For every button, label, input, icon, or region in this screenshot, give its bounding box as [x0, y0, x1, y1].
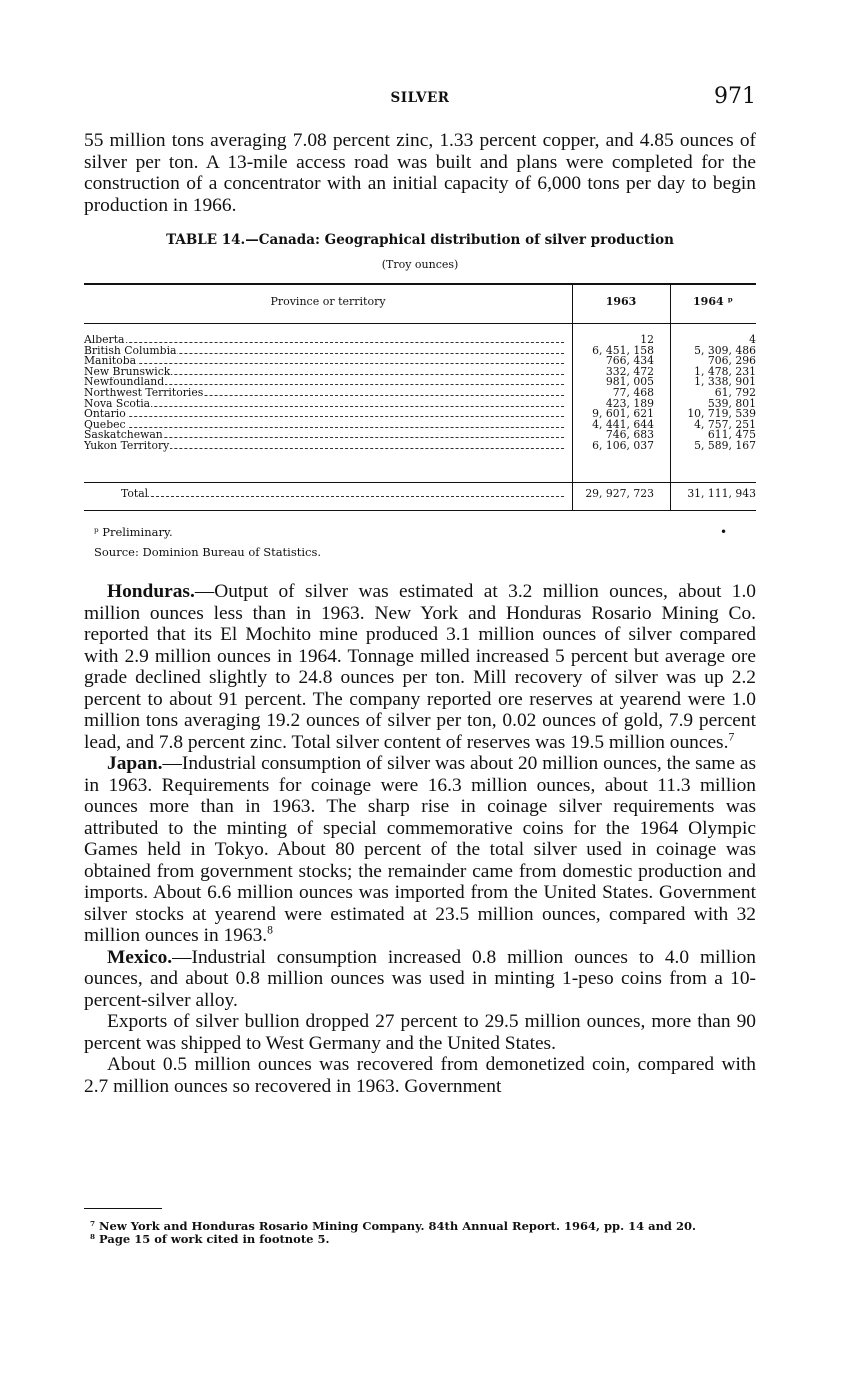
row-value-1963: 4, 441, 644 [592, 417, 654, 431]
table-rule-header [84, 323, 756, 324]
row-value-1963: 746, 683 [605, 428, 654, 442]
heading-japan: Japan. [107, 753, 163, 774]
row-value-1963: 423, 189 [605, 396, 654, 410]
total-value-1964: 31, 111, 943 [687, 487, 756, 500]
table-rule-total [84, 482, 756, 483]
table-row [84, 385, 756, 399]
table-row [84, 356, 756, 367]
table-row [84, 377, 756, 388]
silver-production-table [84, 283, 756, 511]
footnote-ref-8: 8 [267, 923, 273, 937]
row-value-1964: 706, 296 [707, 354, 756, 368]
running-head [84, 84, 756, 112]
intro-paragraph: 55 million tons averaging 7.08 percent zinc, 1.33 percent copper, and 4.85 ounces of silver per ton. A 13-mile access road was built and plans were completed for the construction of a concentrator with an initial capacity of 6,000 tons per day to begin production in 1966. [84, 130, 756, 216]
row-province: New Brunswick [84, 366, 171, 378]
paragraph-recovered: About 0.5 million ounces was recovered from demonetized coin, compared with 2.7 million ounces so recovered in 1963. Government [84, 1054, 756, 1097]
page-number: 971 [714, 84, 756, 109]
table-row [84, 430, 756, 441]
row-value-1963: 9, 601, 621 [592, 407, 654, 421]
table-rule-bottom [84, 510, 756, 511]
row-value-1964: 1, 478, 231 [694, 364, 756, 378]
body-text [84, 581, 756, 1097]
table-rule-top [84, 283, 756, 285]
footnote-8: ⁸ Page 15 of work cited in footnote 5. [90, 1232, 330, 1246]
stray-mark: • [720, 525, 728, 539]
row-province: Saskatchewan [84, 430, 163, 441]
table-row [84, 335, 756, 346]
row-value-1963: 766, 434 [605, 354, 654, 368]
table-note-preliminary: ᵖ Preliminary. [94, 525, 173, 539]
table-row [84, 409, 756, 420]
total-value-1963: 29, 927, 723 [585, 487, 654, 500]
row-province: Newfoundland [84, 377, 165, 388]
row-value-1964: 4 [749, 333, 756, 346]
row-value-1964: 5, 309, 486 [694, 343, 756, 357]
row-province: Manitoba [84, 356, 137, 367]
row-value-1964: 5, 589, 167 [694, 438, 756, 452]
row-value-1963: 12 [640, 333, 654, 346]
column-header-1964: 1964 ᵖ [693, 295, 733, 308]
heading-honduras: Honduras. [107, 581, 195, 602]
column-header-province: Province or territory [270, 295, 386, 308]
table-body [84, 335, 756, 452]
table-row [84, 438, 756, 452]
row-value-1964: 4, 757, 251 [694, 417, 756, 431]
table-note-source: Source: Dominion Bureau of Statistics. [94, 545, 322, 559]
table-row [84, 417, 756, 431]
table-row [84, 396, 756, 410]
row-value-1964: 61, 792 [714, 385, 756, 399]
table-total-row [84, 488, 756, 500]
footnotes [90, 1220, 750, 1246]
running-head-title: SILVER [390, 90, 450, 106]
row-province: Nova Scotia [84, 398, 151, 410]
row-value-1963: 6, 106, 037 [592, 438, 654, 452]
footnote-ref-7: 7 [728, 730, 735, 744]
footnote-rule [84, 1208, 162, 1209]
row-province: Northwest Territories [84, 387, 204, 399]
table-caption: TABLE 14.—Canada: Geographical distribution of silver production [166, 232, 674, 248]
total-label: Total [121, 488, 149, 500]
text-japan: —Industrial consumption of silver was about 20 million ounces, the same as in 1963. Requirements for coinage were 16.3 million ounces, about 11.3 million ounces more than in 1963. The sharp rise in coinage silver requirements was attributed to the minting of special commemorative coins for the 1964 Olympic Games held in Tokyo. About 80 percent of the total silver used in coinage was obtained from government stocks; the remainder came from domestic production and imports. About 6.6 million ounces was imported from the United States. Government silver stocks at yearend were estimated at 23.5 million ounces, compared with 32 million ounces in 1963. [84, 753, 756, 946]
row-value-1963: 77, 468 [612, 385, 654, 399]
heading-mexico: Mexico. [107, 946, 173, 968]
text-honduras: —Output of silver was estimated at 3.2 million ounces, about 1.0 million ounces less than in 1963. New York and Honduras Rosario Mining Co. reported that its El Mochito mine produced 3.1 million ounces of silver compared with 2.9 million ounces in 1964. Tonnage milled increased 5 percent but average ore grade declined slightly to 24.8 ounces per ton. Mill recovery of silver was up 2.2 percent to about 91 percent. The company reported ore reserves at yearend were 1.0 million tons averaging 19.2 ounces of silver per ton, 0.02 ounces of gold, 7.9 percent lead, and 7.8 percent zinc. Total silver content of reserves was 19.5 million ounces. [84, 581, 756, 753]
paragraph-mexico [84, 947, 756, 1012]
row-province: Quebec [84, 419, 126, 431]
row-value-1963: 981, 005 [605, 375, 654, 389]
row-province: Ontario [84, 409, 126, 420]
column-header-1963: 1963 [605, 295, 637, 308]
row-province: Yukon Territory [84, 440, 170, 452]
row-value-1964: 611, 475 [707, 428, 756, 442]
row-value-1964: 1, 338, 901 [694, 375, 756, 389]
paragraph-japan [84, 753, 756, 947]
paragraph-exports: Exports of silver bullion dropped 27 percent to 29.5 million ounces, more than 90 percent was shipped to West Germany and the United States. [84, 1011, 756, 1054]
footnote-7: ⁷ New York and Honduras Rosario Mining Company. 84th Annual Report. 1964, pp. 14 and 20. [90, 1219, 696, 1233]
text-mexico: —Industrial consumption increased 0.8 million ounces to 4.0 million ounces, and about 0.8 million ounces was used in minting 1-peso coins from a 10-percent-silver alloy. [84, 946, 756, 1011]
table-row [84, 364, 756, 378]
table-unit: (Troy ounces) [381, 258, 459, 271]
row-province: British Columbia [84, 345, 177, 357]
paragraph-honduras [84, 581, 756, 753]
row-value-1963: 6, 451, 158 [592, 343, 654, 357]
table-row [84, 343, 756, 357]
row-province: Alberta [84, 335, 125, 346]
row-value-1964: 10, 719, 539 [687, 407, 756, 421]
row-value-1963: 332, 472 [605, 364, 654, 378]
row-value-1964: 539, 801 [707, 396, 756, 410]
